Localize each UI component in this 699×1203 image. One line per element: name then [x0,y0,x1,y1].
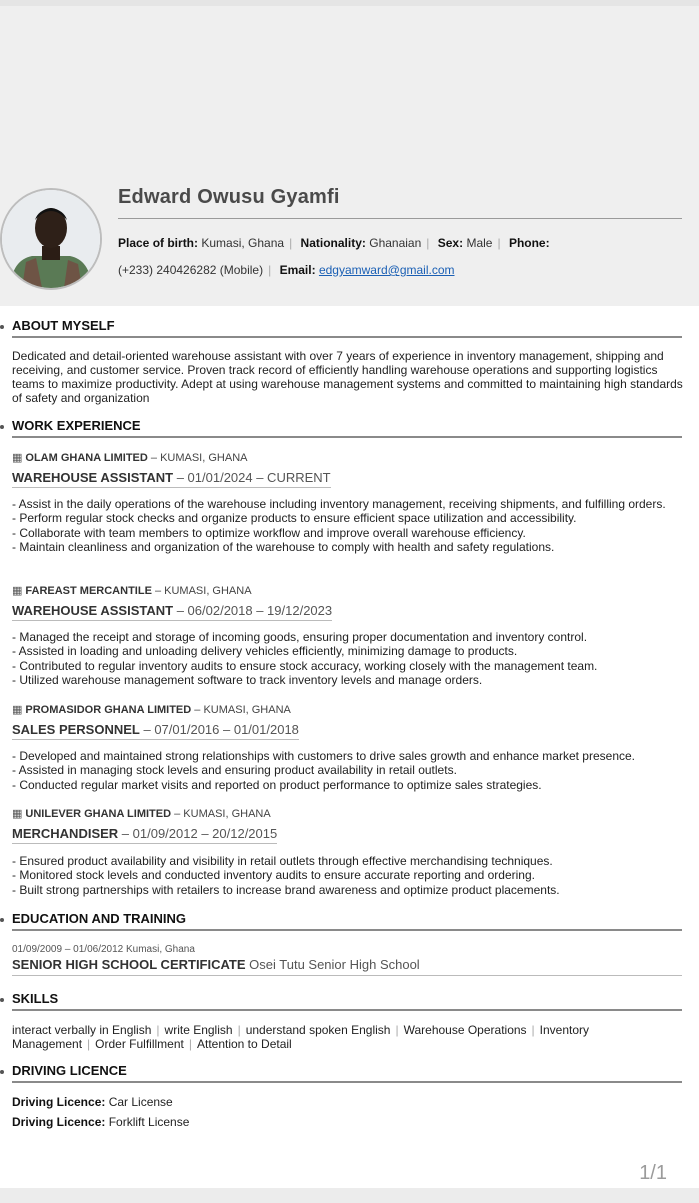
place-of-birth-value: Kumasi, Ghana [201,236,285,250]
phone-value: (+233) 240426282 (Mobile) [118,263,264,277]
licence-item [12,1095,173,1109]
employer-name: FAREAST MERCANTILE [25,585,152,597]
about-text: Dedicated and detail-oriented warehouse assistant with over 7 years of experience in inventory management, shipping and receiving, and customer service. Proven track record of efficiently handling warehouse operations and supporting logistics teams to maximize productivity. Adept at using warehouse management systems and committed to maintaining high standards of safety and organization [12,349,683,405]
employer-line [12,703,291,716]
section-bullet [0,998,4,1002]
role-title: MERCHANDISER [12,826,119,841]
section-bullet [0,1070,4,1074]
profile-photo [0,188,102,290]
skills-section-title: SKILLS [12,991,682,1011]
duty-item: - Assisted in loading and unloading delivery vehicles efficiently, minimizing damage to products. [12,644,518,659]
education-section-title: EDUCATION AND TRAINING [12,911,682,931]
duty-item: - Built strong partnerships with retailers to increase brand awareness and optimize product placements. [12,882,560,897]
job-role [12,603,332,621]
duty-item: - Collaborate with team members to optimize workflow and improve overall warehouse efficiency. [12,525,526,540]
nationality-value: Ghanaian [369,236,422,250]
duty-item: - Maintain cleanliness and organization of the warehouse to comply with health and safety regulations. [12,540,555,555]
viewer-bottom-bar [0,1188,699,1203]
job-role [12,470,331,488]
skill-item: write English [164,1023,233,1037]
section-bullet [0,425,4,429]
duty-item: - Managed the receipt and storage of incoming goods, ensuring proper documentation and inventory control. [12,630,588,644]
duty-item: - Utilized warehouse management software to track inventory levels and manage orders. [12,673,483,688]
role-title: SALES PERSONNEL [12,722,140,737]
building-icon: ▦ [12,585,23,597]
licence-label: Driving Licence: [12,1095,106,1109]
education-entry [12,957,682,976]
nationality-label: Nationality: [300,236,366,250]
employer-location: – KUMASI, GHANA [154,585,252,597]
employer-line [12,807,271,820]
employer-name: UNILEVER GHANA LIMITED [25,808,172,820]
licence-section-title: DRIVING LICENCE [12,1063,682,1083]
sex-value: Male [466,236,493,250]
role-title: WAREHOUSE ASSISTANT [12,470,174,485]
candidate-name: Edward Owusu Gyamfi [118,186,682,219]
role-dates: – 01/01/2024 – CURRENT [176,470,331,485]
skill-item: interact verbally in English [12,1023,152,1037]
education-dates: 01/09/2009 – 01/06/2012 Kumasi, Ghana [12,944,195,955]
skills-list: interact verbally in English | write English | understand spoken English | Warehouse Operations | Inventory Management | Order Fulfillment | Attention to Detail [12,1023,590,1052]
place-of-birth-label: Place of birth: [118,236,199,250]
sex-label: Sex: [437,236,464,250]
role-dates: – 07/01/2016 – 01/01/2018 [143,722,299,737]
building-icon: ▦ [12,808,23,820]
phone-label: Phone: [508,236,550,250]
job-duties [12,854,684,897]
employer-line [12,451,247,464]
job-duties [12,630,684,688]
employer-name: PROMASIDOR GHANA LIMITED [25,704,192,716]
section-bullet [0,325,4,329]
skill-item: Order Fulfillment [95,1037,184,1052]
licence-item [12,1115,189,1129]
building-icon: ▦ [12,704,23,716]
duty-item: - Ensured product availability and visibility in retail outlets through effective merchandising techniques. [12,854,553,868]
duty-item: - Conducted regular market visits and reported on product performance to optimize sales strategies. [12,777,542,792]
qualification-title: SENIOR HIGH SCHOOL CERTIFICATE [12,957,246,972]
employer-line [12,584,252,597]
licence-label: Driving Licence: [12,1115,106,1129]
email-label: Email: [279,263,316,277]
duty-item: - Assisted in managing stock levels and ensuring product availability in retail outlets. [12,763,457,778]
job-role [12,826,277,844]
employer-location: – KUMASI, GHANA [174,808,271,820]
duty-item: - Contributed to regular inventory audits to ensure stock accuracy, working closely with the management team. [12,658,598,673]
job-duties [12,749,684,792]
building-icon: ▦ [12,452,23,464]
role-dates: – 06/02/2018 – 19/12/2023 [176,603,333,618]
email-link[interactable]: edgyamward@gmail.com [318,263,455,277]
employer-location: – KUMASI, GHANA [150,452,248,464]
duty-item: - Perform regular stock checks and organize products to ensure efficient space utilization and accessibility. [12,511,577,526]
duty-item: - Monitored stock levels and conducted inventory audits to ensure accurate reporting and ordering. [12,868,535,883]
employer-name: OLAM GHANA LIMITED [25,452,148,464]
duty-item: - Assist in the daily operations of the warehouse including inventory management, receiving shipments, and fulfilling orders. [12,497,666,511]
personal-info-line-1: Place of birth: Kumasi, Ghana | Nationality: Ghanaian | Sex: Male | Phone: [118,236,550,250]
role-dates: – 01/09/2012 – 20/12/2015 [121,826,278,841]
duty-item: - Developed and maintained strong relationships with customers to drive sales growth and enhance market presence. [12,749,636,763]
page-number: 1/1 [639,1162,667,1184]
skill-item: understand spoken English [245,1023,391,1037]
section-bullet [0,918,4,922]
school-name: Osei Tutu Senior High School [249,957,420,972]
licence-value: Forklift License [108,1115,190,1129]
employer-location: – KUMASI, GHANA [194,704,291,716]
skill-item: Inventory Management [12,1023,590,1052]
about-section-title: ABOUT MYSELF [12,318,682,338]
skill-item: Warehouse Operations [403,1023,527,1037]
skill-item: Attention to Detail [196,1037,292,1052]
personal-info-line-2: (+233) 240426282 (Mobile) | Email: edgyamward@gmail.com [118,263,455,277]
role-title: WAREHOUSE ASSISTANT [12,603,174,618]
job-duties [12,497,684,555]
header-band [0,6,699,306]
licence-value: Car License [108,1095,173,1109]
work-section-title: WORK EXPERIENCE [12,418,682,438]
job-role [12,722,299,740]
